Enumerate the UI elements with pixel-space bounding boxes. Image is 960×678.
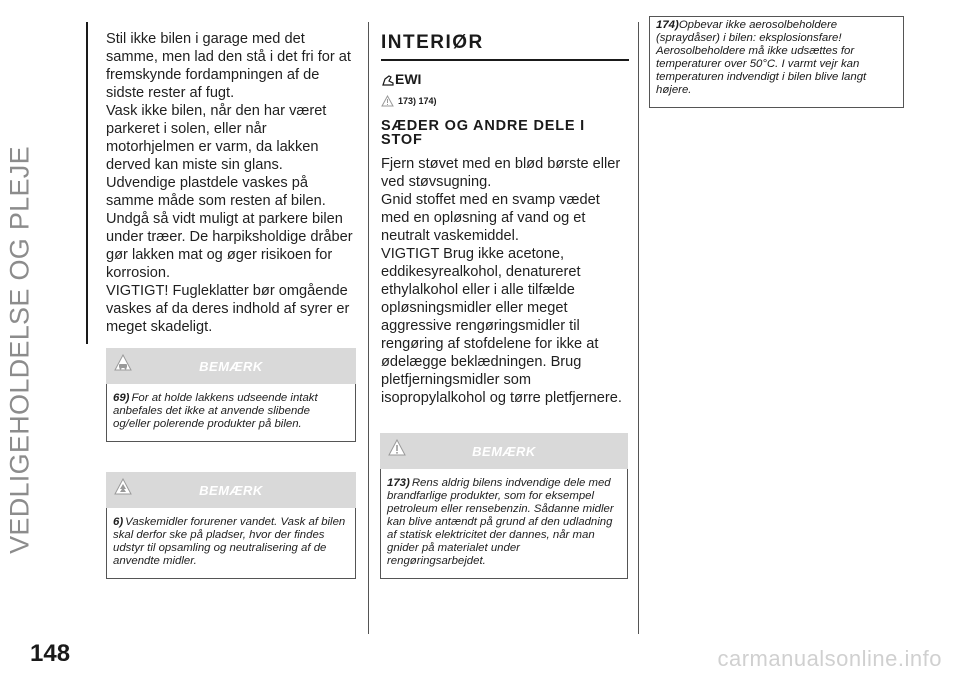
note-box-interior-cleaning — [380, 433, 628, 579]
column-left — [106, 30, 358, 336]
note-number: 173) — [387, 477, 410, 489]
note-box-paint — [106, 348, 356, 442]
subsection-heading: SÆDER OG ANDRE DELE I STOF — [381, 118, 585, 148]
note-header — [106, 472, 356, 508]
car-caution-icon — [114, 354, 132, 376]
note-title: BEMÆRK — [199, 482, 263, 498]
column-divider — [638, 22, 639, 634]
brand-logo: EWI — [381, 71, 629, 91]
note-title: BEMÆRK — [199, 358, 263, 374]
note-text: Rens aldrig bilens indvendige dele med brandfarlige produkter, som for eksempel petroleum eller rensebenzin. Sådanne midler kan blive antændt på grund af den udladning af statisk elektricitet der dannes, når man gnider på materialet under rengøringsarbejdet. — [387, 477, 614, 567]
paragraph: Fjern støvet med en blød børste eller ved støvsugning. — [381, 156, 621, 190]
note-number: 6) — [113, 516, 124, 528]
note-content — [106, 508, 356, 579]
note-content — [380, 469, 628, 579]
note-box-environment — [106, 472, 356, 579]
paragraph: Gnid stoffet med en svamp vædet med en opløsning af vand og et neutralt vaskemiddel. — [381, 192, 600, 244]
paragraph: Stil ikke bilen i garage med det samme, men lad den stå i det fri for at fremskynde fordampningen af de sidste rester af fugt. — [106, 31, 351, 101]
references: 173) 174) — [381, 95, 629, 107]
column-divider — [368, 22, 369, 634]
paragraph: Udvendige plastdele vaskes på samme måde som resten af bilen. — [106, 175, 326, 209]
note-box-aerosol — [649, 16, 904, 108]
tree-environment-icon — [114, 478, 132, 500]
note-text: Vaskemidler forurener vandet. Vask af bilen skal derfor ske på pladser, hvor der findes udstyr til opsamling og neutralisering af de anvendte midler. — [113, 516, 346, 567]
note-number: 69) — [113, 392, 130, 404]
note-title: BEMÆRK — [472, 443, 536, 459]
section-divider — [86, 22, 88, 344]
note-content — [106, 384, 356, 442]
section-heading: INTERIØR — [381, 32, 484, 53]
warning-triangle-icon — [381, 95, 394, 107]
car-seat-icon — [381, 73, 395, 87]
paragraph: VIGTIGT! Fugleklatter bør omgående vaskes af da deres indhold af syrer er meget skadeligt. — [106, 283, 350, 335]
warning-triangle-icon — [388, 439, 406, 461]
note-text: Opbevar ikke aerosolbeholdere (spraydåser) i bilen: eksplosionsfare! Aerosolbeholdere må ikke udsættes for temperaturer over 50°C. I varmt vejr kan temperaturen indvendigt i bilen blive langt højere. — [656, 19, 867, 96]
paragraph: VIGTIGT Brug ikke acetone, eddikesyrealkohol, denatureret ethylalkohol eller i alle tilfælde opløsningsmidler eller meget aggressive rengøringsmidler til rengøring af stofdelene for ikke at ødelægge beklædningen. Brug pletfjerningsmidler som isopropylalkohol og tørre pletfjernere. — [381, 246, 622, 406]
paragraph: Undgå så vidt muligt at parkere bilen under træer. De harpiksholdige dråber gør lakken mat og øger risikoen for korrosion. — [106, 211, 353, 281]
heading-rule — [381, 59, 629, 61]
column-right — [649, 16, 904, 108]
watermark: carmanualsonline.info — [717, 646, 942, 671]
note-header — [106, 348, 356, 384]
page-number: 148 — [30, 640, 71, 667]
note-number: 174) — [656, 19, 679, 31]
note-text: For at holde lakkens udseende intakt anbefales det ikke at anvende slibende og/eller polerende produkter på bilen. — [113, 392, 318, 430]
paragraph: Vask ikke bilen, når den har været parkeret i solen, eller når motorhjelmen er varm, da lakken derved kan miste sin glans. — [106, 103, 327, 173]
column-middle — [381, 32, 629, 407]
note-header — [380, 433, 628, 469]
